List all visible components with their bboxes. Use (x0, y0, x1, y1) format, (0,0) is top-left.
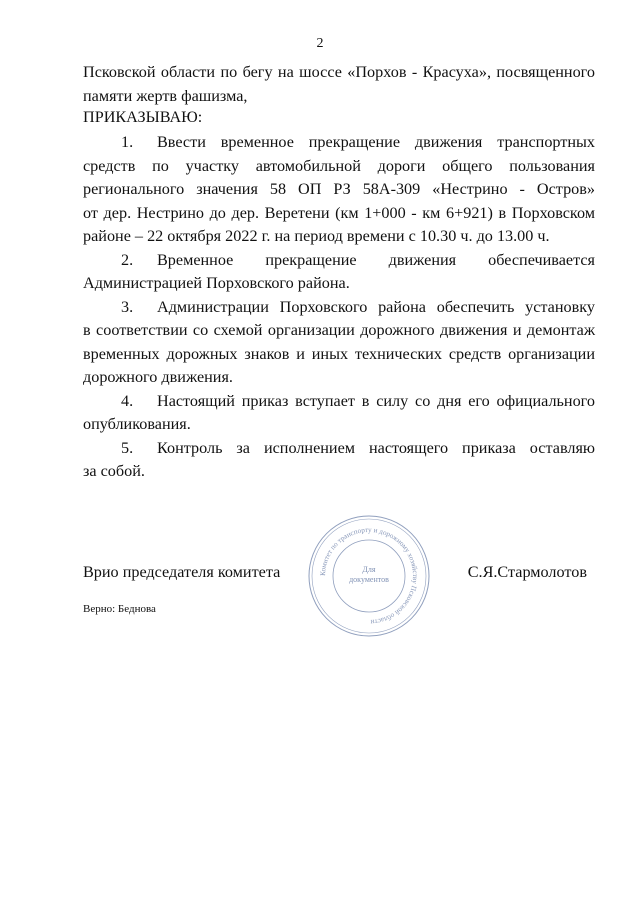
item-text: Временное прекращение движения обеспечивается (157, 250, 595, 269)
item-number: 1. (121, 133, 134, 151)
order-item (83, 249, 595, 296)
item-text: Ввести временное прекращение движения транспортных (157, 133, 595, 151)
stamp-graphic (305, 512, 433, 640)
order-word: ПРИКАЗЫВАЮ: (83, 108, 203, 126)
official-stamp (305, 512, 433, 640)
stamp-ring-text: Комитет по транспорту и дорожному хозяйству Псковской области (318, 525, 420, 627)
order-items (83, 131, 595, 484)
text-line: временных дорожных знаков и иных технических средств организации (83, 344, 595, 363)
text-line: районе – 22 октября 2022 г. на период времени с 10.30 ч. до 13.00 ч. (83, 227, 550, 245)
text-line: за собой. (83, 462, 145, 480)
text-line: Администрацией Порховского района. (83, 274, 350, 292)
order-item (83, 390, 595, 437)
item-number: 2. (121, 250, 134, 269)
text-line: памяти жертв фашизма, (83, 86, 248, 105)
item-number: 3. (121, 297, 134, 316)
stamp-center-text-1: Для (362, 565, 376, 574)
text-line (83, 131, 595, 155)
text-line: от дер. Нестрино до дер. Веретени (км 1+000 - км 6+921) в Порховском (83, 203, 595, 222)
page-number: 2 (316, 36, 324, 51)
item-text: Администрации Порховского района обеспечить установку (157, 297, 595, 316)
item-number: 4. (121, 391, 134, 410)
text-line (83, 249, 595, 273)
text-line (83, 296, 595, 320)
order-item (83, 296, 595, 390)
order-item (83, 131, 595, 249)
text-line (83, 390, 595, 414)
signatory-title: Врио председателя комитета (83, 563, 281, 581)
order-item (83, 437, 595, 484)
text-line: Псковской области по бегу на шоссе «Порхов - Красуха», посвященного (83, 63, 595, 81)
stamp-center-text-2: документов (349, 575, 389, 584)
text-line: опубликования. (83, 415, 191, 433)
intro-paragraph (83, 61, 595, 108)
item-text: Контроль за исполнением настоящего приказа оставляю (157, 438, 595, 457)
text-line: регионального значения 58 ОП РЗ 58А-309 «Нестрино - Остров» (83, 180, 595, 198)
text-line: дорожного движения. (83, 368, 233, 386)
item-text: Настоящий приказ вступает в силу со дня его официального (157, 391, 595, 410)
verified-note: Верно: Беднова (83, 603, 156, 615)
text-line (83, 437, 595, 461)
item-number: 5. (121, 438, 134, 457)
text-line: средств по участку автомобильной дороги общего пользования (83, 156, 595, 175)
text-line: в соответствии со схемой организации дорожного движения и демонтаж (83, 321, 595, 339)
signatory-name: С.Я.Стармолотов (467, 563, 587, 581)
